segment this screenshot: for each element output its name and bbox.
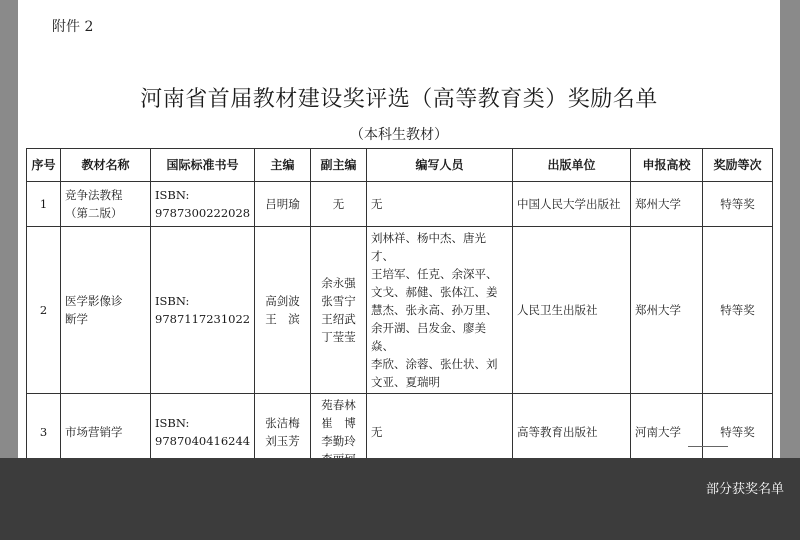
- cell-no: 3: [27, 394, 61, 471]
- cell-writers: 无: [367, 394, 513, 471]
- cell-isbn: ISBN: 9787040416244: [151, 394, 255, 471]
- cell-publisher: 高等教育出版社: [513, 394, 631, 471]
- header-cell-university: 申报高校: [631, 149, 703, 182]
- cell-award: 特等奖: [703, 227, 773, 394]
- cell-deputy: 无: [311, 182, 367, 227]
- document-title: 河南省首届教材建设奖评选（高等教育类）奖励名单: [140, 87, 658, 112]
- document-subtitle: （本科生教材）: [350, 127, 448, 143]
- table-row: [27, 182, 773, 227]
- cell-editor: 张洁梅 刘玉芳: [255, 394, 311, 471]
- cell-name: 医学影像诊 断学: [61, 227, 151, 394]
- cell-isbn: ISBN: 9787300222028: [151, 182, 255, 227]
- cell-publisher: 人民卫生出版社: [513, 227, 631, 394]
- header-cell-editor: 主编: [255, 149, 311, 182]
- header-cell-deputy: 副主编: [311, 149, 367, 182]
- document-page: [18, 0, 780, 458]
- cell-name: 竞争法教程 （第二版）: [61, 182, 151, 227]
- cell-name: 市场营销学: [61, 394, 151, 471]
- cell-no: 2: [27, 227, 61, 394]
- attachment-label: 附件 2: [52, 19, 94, 35]
- cell-award: 特等奖: [703, 182, 773, 227]
- header-cell-writers: 编写人员: [367, 149, 513, 182]
- cell-no: 1: [27, 182, 61, 227]
- caption-bar: [0, 458, 800, 540]
- cell-university: 郑州大学: [631, 182, 703, 227]
- header-cell-publisher: 出版单位: [513, 149, 631, 182]
- cell-isbn: ISBN: 9787117231022: [151, 227, 255, 394]
- cell-deputy: 苑春林 崔 博 李勤玲: [311, 394, 367, 471]
- cell-deputy: 余永强 张雪宁 王绍武 丁莹莹: [311, 227, 367, 394]
- cell-editor: 吕明瑜: [255, 182, 311, 227]
- table-row: [27, 227, 773, 394]
- header-cell-isbn: 国际标准书号: [151, 149, 255, 182]
- header-cell-name: 教材名称: [61, 149, 151, 182]
- header-cell-award: 奖励等次: [703, 149, 773, 182]
- cell-publisher: 中国人民大学出版社: [513, 182, 631, 227]
- image-caption: 部分获奖名单: [705, 482, 784, 497]
- cell-editor: 高剑波 王 滨: [255, 227, 311, 394]
- cell-university: 郑州大学: [631, 227, 703, 394]
- cell-award: 特等奖: [703, 394, 773, 471]
- cell-writers: 无: [367, 182, 513, 227]
- cell-writers: 刘林祥、杨中杰、唐光才、 王培军、任克、余深平、 文戈、郝健、张体江、姜 慧杰、张永高、孙万里、 余开湖、吕发金、廖美焱、 李欣、涂蓉、张仕状、刘 文亚、夏瑞明: [367, 227, 513, 394]
- cell-university: 河南大学: [631, 394, 703, 471]
- header-cell-no: 序号: [27, 149, 61, 182]
- table-header-row: [27, 149, 773, 182]
- award-table: [26, 148, 773, 471]
